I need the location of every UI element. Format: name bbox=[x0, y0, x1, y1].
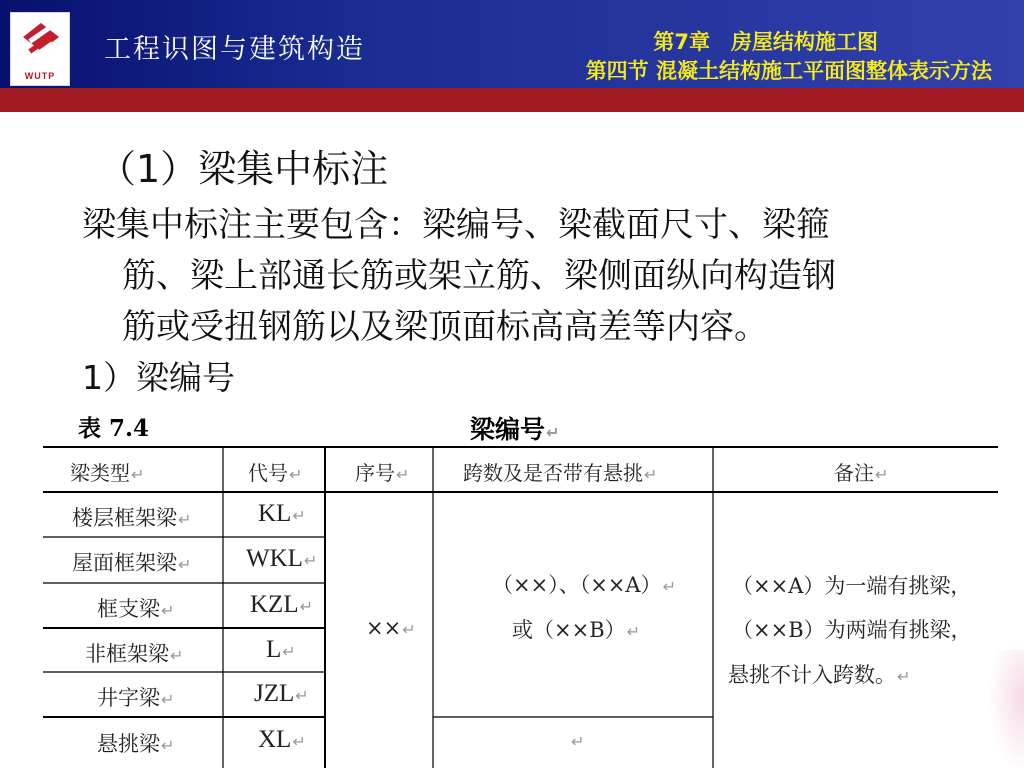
slide-heading: （1）梁集中标注 bbox=[98, 147, 389, 191]
section-title: 第四节 混凝土结构施工平面图整体表示方法 bbox=[585, 59, 992, 83]
table-row-type: 框支梁↵ bbox=[97, 597, 175, 621]
table-row-code: KL↵ bbox=[258, 500, 306, 527]
span-cell-line: （××）、（××A）↵ bbox=[492, 573, 676, 597]
table-row-code: WKL↵ bbox=[246, 545, 318, 572]
remark-line: 悬挑不计入跨数。↵ bbox=[728, 663, 911, 687]
subheading: 1）梁编号 bbox=[82, 358, 235, 397]
span-cell-line: 或（××B）↵ bbox=[512, 618, 641, 642]
table-row-code: L↵ bbox=[266, 636, 296, 663]
logo-text: WUTP bbox=[24, 71, 56, 81]
table-row-type: 屋面框架梁↵ bbox=[72, 551, 192, 575]
table-row-code: KZL↵ bbox=[250, 591, 314, 618]
serial-cell: ××↵ bbox=[366, 616, 416, 640]
col-header-remark: 备注↵ bbox=[834, 461, 889, 485]
corner-decoration bbox=[990, 650, 1024, 768]
table-row-code: XL↵ bbox=[258, 726, 306, 753]
col-header-serial: 序号↵ bbox=[355, 461, 410, 485]
col-header-span: 跨数及是否带有悬挑↵ bbox=[463, 461, 658, 485]
paragraph-line: 筋或受扭钢筋以及梁顶面标高高差等内容。 bbox=[122, 307, 768, 347]
col-header-beam-type: 梁类型↵ bbox=[70, 461, 145, 485]
table-row-type: 楼层框架梁↵ bbox=[72, 506, 192, 530]
table-caption: 表 7.4 bbox=[78, 415, 150, 442]
span-cell-last: ↵ bbox=[571, 732, 585, 751]
table-row-code: JZL↵ bbox=[254, 680, 309, 707]
remark-line: （××B）为两端有挑梁， bbox=[732, 618, 972, 642]
paragraph-line: 梁集中标注主要包含：梁编号、梁截面尺寸、梁箍 bbox=[82, 205, 830, 245]
chapter-title: 第7章 房屋结构施工图 bbox=[653, 30, 878, 54]
paragraph-line: 筋、梁上部通长筋或架立筋、梁侧面纵向构造钢 bbox=[122, 256, 836, 296]
table-row-type: 非框架梁↵ bbox=[85, 642, 184, 666]
table-title: 梁编号↵ bbox=[470, 415, 560, 444]
table-row-type: 悬挑梁↵ bbox=[97, 732, 175, 756]
table-row-type: 井字梁↵ bbox=[97, 686, 175, 710]
remark-line: （××A）为一端有挑梁， bbox=[732, 574, 972, 598]
course-title: 工程识图与建筑构造 bbox=[104, 34, 365, 65]
col-header-code: 代号↵ bbox=[248, 461, 303, 485]
